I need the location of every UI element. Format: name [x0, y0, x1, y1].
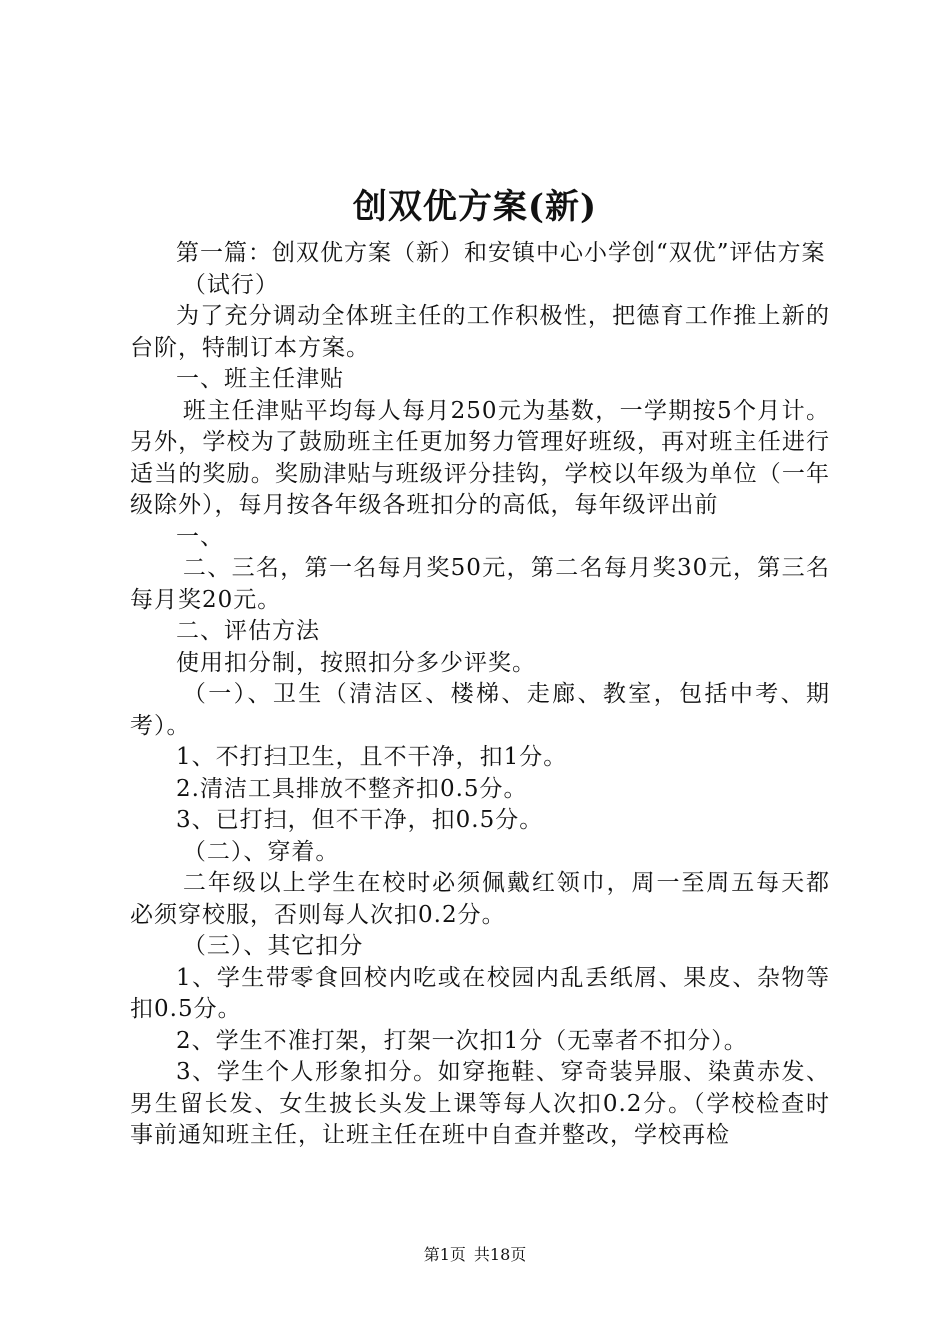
document-body	[130, 238, 830, 1152]
list-item: 2.清洁工具排放不整齐扣0.5分。	[176, 775, 528, 802]
page-number: 第1页	[423, 1245, 466, 1264]
page-footer	[0, 1244, 950, 1266]
list-item: 1、学生带零食回校内吃或在校园内乱丢纸屑、果皮、杂物等扣0.5分。	[130, 964, 830, 1022]
paragraph: 使用扣分制，按照扣分多少评奖。	[176, 649, 536, 676]
section-heading: 一、班主任津贴	[176, 366, 344, 392]
list-item: 1、不打扫卫生，且不干净，扣1分。	[176, 744, 568, 770]
paragraph: 第一篇：创双优方案（新）和安镇中心小学创“双优”评估方案	[176, 240, 826, 266]
paragraph: 二年级以上学生在校时必须佩戴红领巾，周一至周五每天都必须穿校服，否则每人次扣0.2分。	[130, 870, 830, 928]
page-total: 共18页	[473, 1245, 527, 1264]
section-heading: 二、评估方法	[176, 618, 320, 644]
subsection-heading: （一）、卫生（清洁区、楼梯、走廊、教室，包括中考、期考）。	[130, 681, 830, 739]
list-item: 3、已打扫，但不干净，扣0.5分。	[176, 807, 544, 833]
subsection-heading: （二）、穿着。	[182, 838, 340, 865]
list-item: 2、学生不准打架，打架一次扣1分（无辜者不扣分）。	[176, 1027, 748, 1054]
paragraph: 二、三名，第一名每月奖50元，第二名每月奖30元，第三名每月奖20元。	[130, 555, 830, 613]
paragraph: 一、	[176, 523, 224, 550]
paragraph: 为了充分调动全体班主任的工作积极性，把德育工作推上新的台阶，特制订本方案。	[130, 303, 830, 361]
list-item: 3、学生个人形象扣分。如穿拖鞋、穿奇装异服、染黄赤发、男生留长发、女生披长头发上课等每人次扣0.2分。（学校检查时事前通知班主任，让班主任在班中自查并整改，学校再检	[130, 1059, 830, 1148]
subsection-heading: （三）、其它扣分	[182, 933, 364, 959]
paragraph: （试行）	[182, 271, 279, 298]
paragraph: 班主任津贴平均每人每月250元为基数，一学期按5个月计。另外，学校为了鼓励班主任更加努力管理好班级，再对班主任进行适当的奖励。奖励津贴与班级评分挂钩，学校以年级为单位（一年级除外），每月按各年级各班扣分的高低，每年级评出前	[130, 397, 830, 518]
document-title: 创双优方案(新)	[352, 187, 598, 227]
